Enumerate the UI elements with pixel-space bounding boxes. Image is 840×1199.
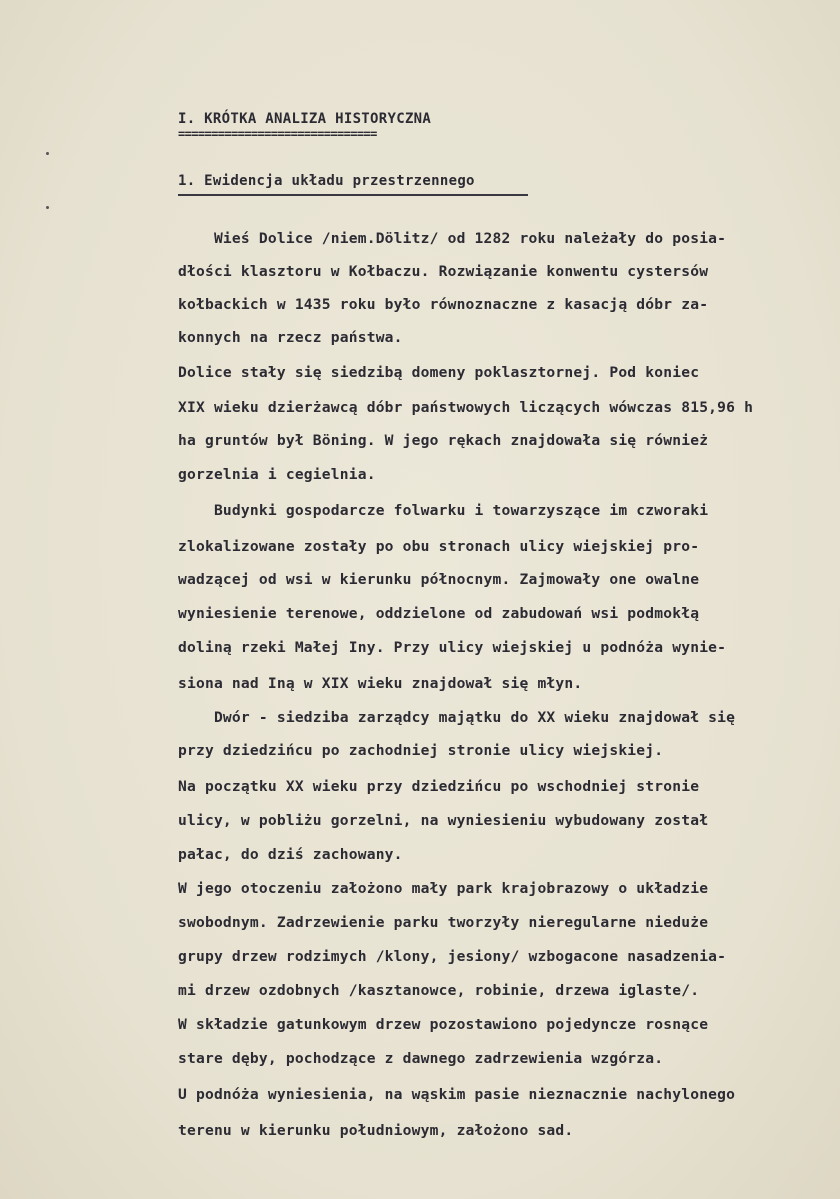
- section-title: 1. Ewidencja układu przestrzennego: [178, 173, 475, 189]
- text-line: konnych na rzecz państwa.: [178, 329, 403, 346]
- text-line: dłości klasztoru w Kołbaczu. Rozwiązanie konwentu cystersów: [178, 263, 709, 280]
- text-line: stare dęby, pochodzące z dawnego zadrzewienia wzgórza.: [178, 1050, 664, 1067]
- text-line: terenu w kierunku południowym, założono sad.: [178, 1122, 574, 1139]
- text-line: gorzelnia i cegielnia.: [178, 466, 376, 483]
- text-line: XIX wieku dzierżawcą dóbr państwowych liczących wówczas 815,96 h: [178, 399, 754, 416]
- text-line: mi drzew ozdobnych /kasztanowce, robinie, drzewa iglaste/.: [178, 982, 700, 999]
- text-line: siona nad Iną w XIX wieku znajdował się młyn.: [178, 675, 583, 692]
- document-heading: I. KRÓTKA ANALIZA HISTORYCZNA: [178, 111, 432, 127]
- punch-hole-mark: [46, 206, 49, 209]
- text-line: pałac, do dziś zachowany.: [178, 846, 403, 863]
- text-line: zlokalizowane zostały po obu stronach ulicy wiejskiej pro-: [178, 538, 700, 555]
- text-line: Dolice stały się siedzibą domeny poklasztornej. Pod koniec: [178, 364, 700, 381]
- text-line: Dwór - siedziba zarządcy majątku do XX wieku znajdował się: [178, 709, 736, 726]
- section-title-underline: [178, 194, 528, 196]
- text-line: wyniesienie terenowe, oddzielone od zabudowań wsi podmokłą: [178, 605, 700, 622]
- text-line: grupy drzew rodzimych /klony, jesiony/ wzbogacone nasadzenia-: [178, 948, 727, 965]
- text-line: W jego otoczeniu założono mały park krajobrazowy o układzie: [178, 880, 709, 897]
- text-line: wadzącej od wsi w kierunku północnym. Zajmowały one owalne: [178, 571, 700, 588]
- text-line: W składzie gatunkowym drzew pozostawiono pojedyncze rosnące: [178, 1016, 709, 1033]
- text-line: U podnóża wyniesienia, na wąskim pasie nieznacznie nachylonego: [178, 1086, 736, 1103]
- punch-hole-mark: [46, 152, 49, 155]
- text-line: kołbackich w 1435 roku było równoznaczne z kasacją dóbr za-: [178, 296, 709, 313]
- text-line: Na początku XX wieku przy dziedzińcu po wschodniej stronie: [178, 778, 700, 795]
- text-line: ulicy, w pobliżu gorzelni, na wyniesieniu wybudowany został: [178, 812, 709, 829]
- text-line: swobodnym. Zadrzewienie parku tworzyły nieregularne nieduże: [178, 914, 709, 931]
- text-line: doliną rzeki Małej Iny. Przy ulicy wiejskiej u podnóża wynie-: [178, 639, 727, 656]
- heading-double-rule: ==============================: [178, 128, 377, 140]
- text-line: Wieś Dolice /niem.Dölitz/ od 1282 roku należały do posia-: [178, 230, 727, 247]
- text-line: ha gruntów był Böning. W jego rękach znajdowała się również: [178, 432, 709, 449]
- text-line: przy dziedzińcu po zachodniej stronie ulicy wiejskiej.: [178, 742, 664, 759]
- text-line: Budynki gospodarcze folwarku i towarzyszące im czworaki: [178, 502, 709, 519]
